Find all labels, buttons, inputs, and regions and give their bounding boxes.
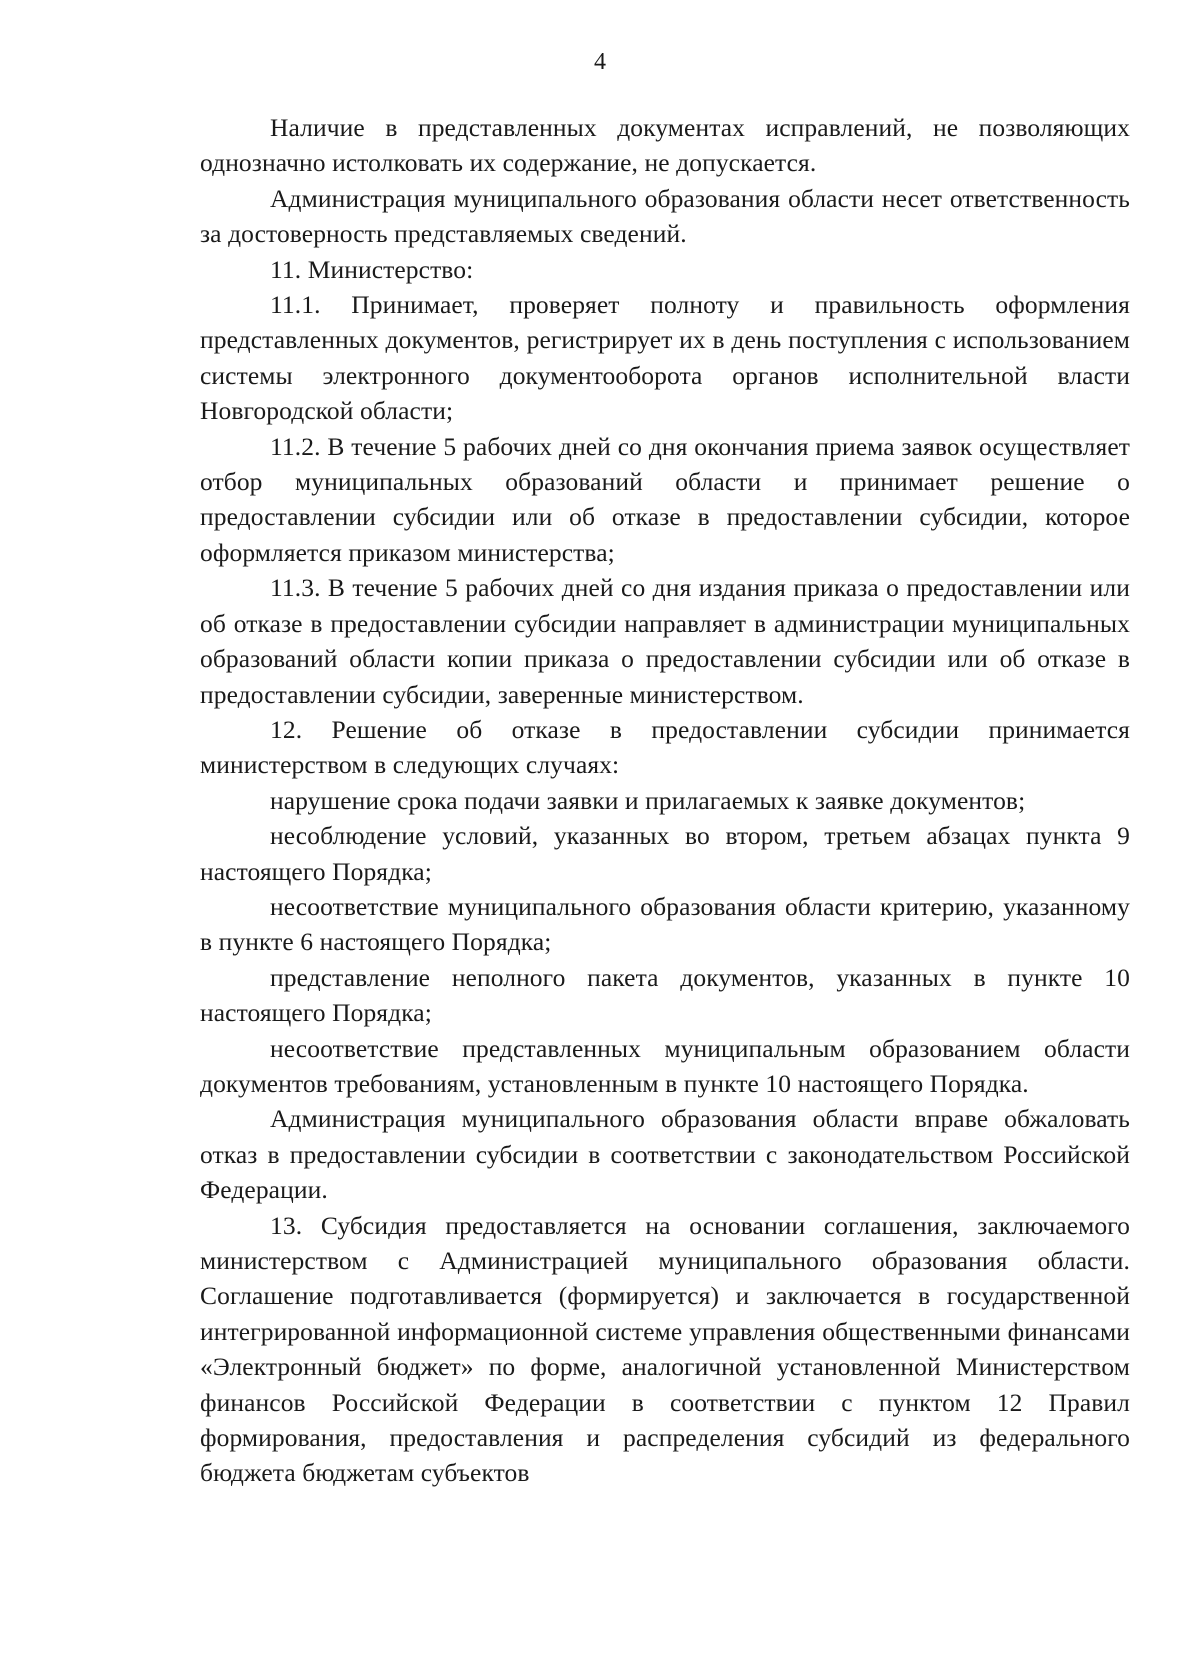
- paragraph-12: 12. Решение об отказе в предоставлении субсидии принимается министерством в следующих случаях:: [200, 714, 1130, 780]
- paragraph-ministry-heading: 11. Министерство:: [270, 254, 474, 284]
- paragraph-13: 13. Субсидия предоставляется на основании соглашения, заключаемого министерством с Администрацией муниципального образования области. Соглашение подготавливается (формируется) и заключается в государственной интегрированной информационной системе управления общественными финансами «Электронный бюджет» по форме, аналогичной установленной Министерством финансов Российской Федерации в соответствии с пунктом 12 Правил формирования, предоставления и распределения субсидий из федерального бюджета бюджетам субъектов: [200, 1210, 1130, 1488]
- paragraph-corrections: Наличие в представленных документах исправлений, не позволяющих однозначно истолковать их содержание, не допускается.: [200, 113, 1130, 178]
- paragraph-11-1: 11.1. Принимает, проверяет полноту и правильность оформления представленных документов, регистрирует их в день поступления с использованием системы электронного документооборота органов исполнительной власти Новгородской области;: [200, 290, 1130, 426]
- paragraph-administration-responsibility: Администрация муниципального образования области несет ответственность за достоверность представляемых сведений.: [200, 183, 1130, 249]
- refusal-reason-requirements: несоответствие представленных муниципальным образованием области документов требованиям, установленным в пункте 10 настоящего Порядка.: [200, 1033, 1130, 1098]
- paragraph-11-2: 11.2. В течение 5 рабочих дней со дня окончания приема заявок осуществляет отбор муниципальных образований области и принимает решение о предоставлении субсидии или об отказе в предоставлении субсидии, которое оформляется приказом министерства;: [200, 431, 1130, 567]
- refusal-reason-criterion: несоответствие муниципального образования области критерию, указанному в пункте 6 настоящего Порядка;: [200, 891, 1130, 957]
- document-body: [200, 110, 1130, 1491]
- paragraph-appeal: Администрация муниципального образования области вправе обжаловать отказ в предоставлении субсидии в соответствии с законодательством Российской Федерации.: [200, 1104, 1130, 1205]
- page-number: 4: [594, 49, 606, 75]
- refusal-reason-incomplete-package: представление неполного пакета документов, указанных в пункте 10 настоящего Порядка;: [200, 962, 1130, 1028]
- paragraph-11-3: 11.3. В течение 5 рабочих дней со дня издания приказа о предоставлении или об отказе в предоставлении субсидии направляет в администрации муниципальных образований области копии приказа о предоставлении субсидии или об отказе в предоставлении субсидии, заверенные министерством.: [200, 573, 1130, 709]
- refusal-reason-conditions: несоблюдение условий, указанных во втором, третьем абзацах пункта 9 настоящего Порядка;: [200, 821, 1130, 886]
- refusal-reason-deadline: нарушение срока подачи заявки и прилагаемых к заявке документов;: [270, 785, 1026, 815]
